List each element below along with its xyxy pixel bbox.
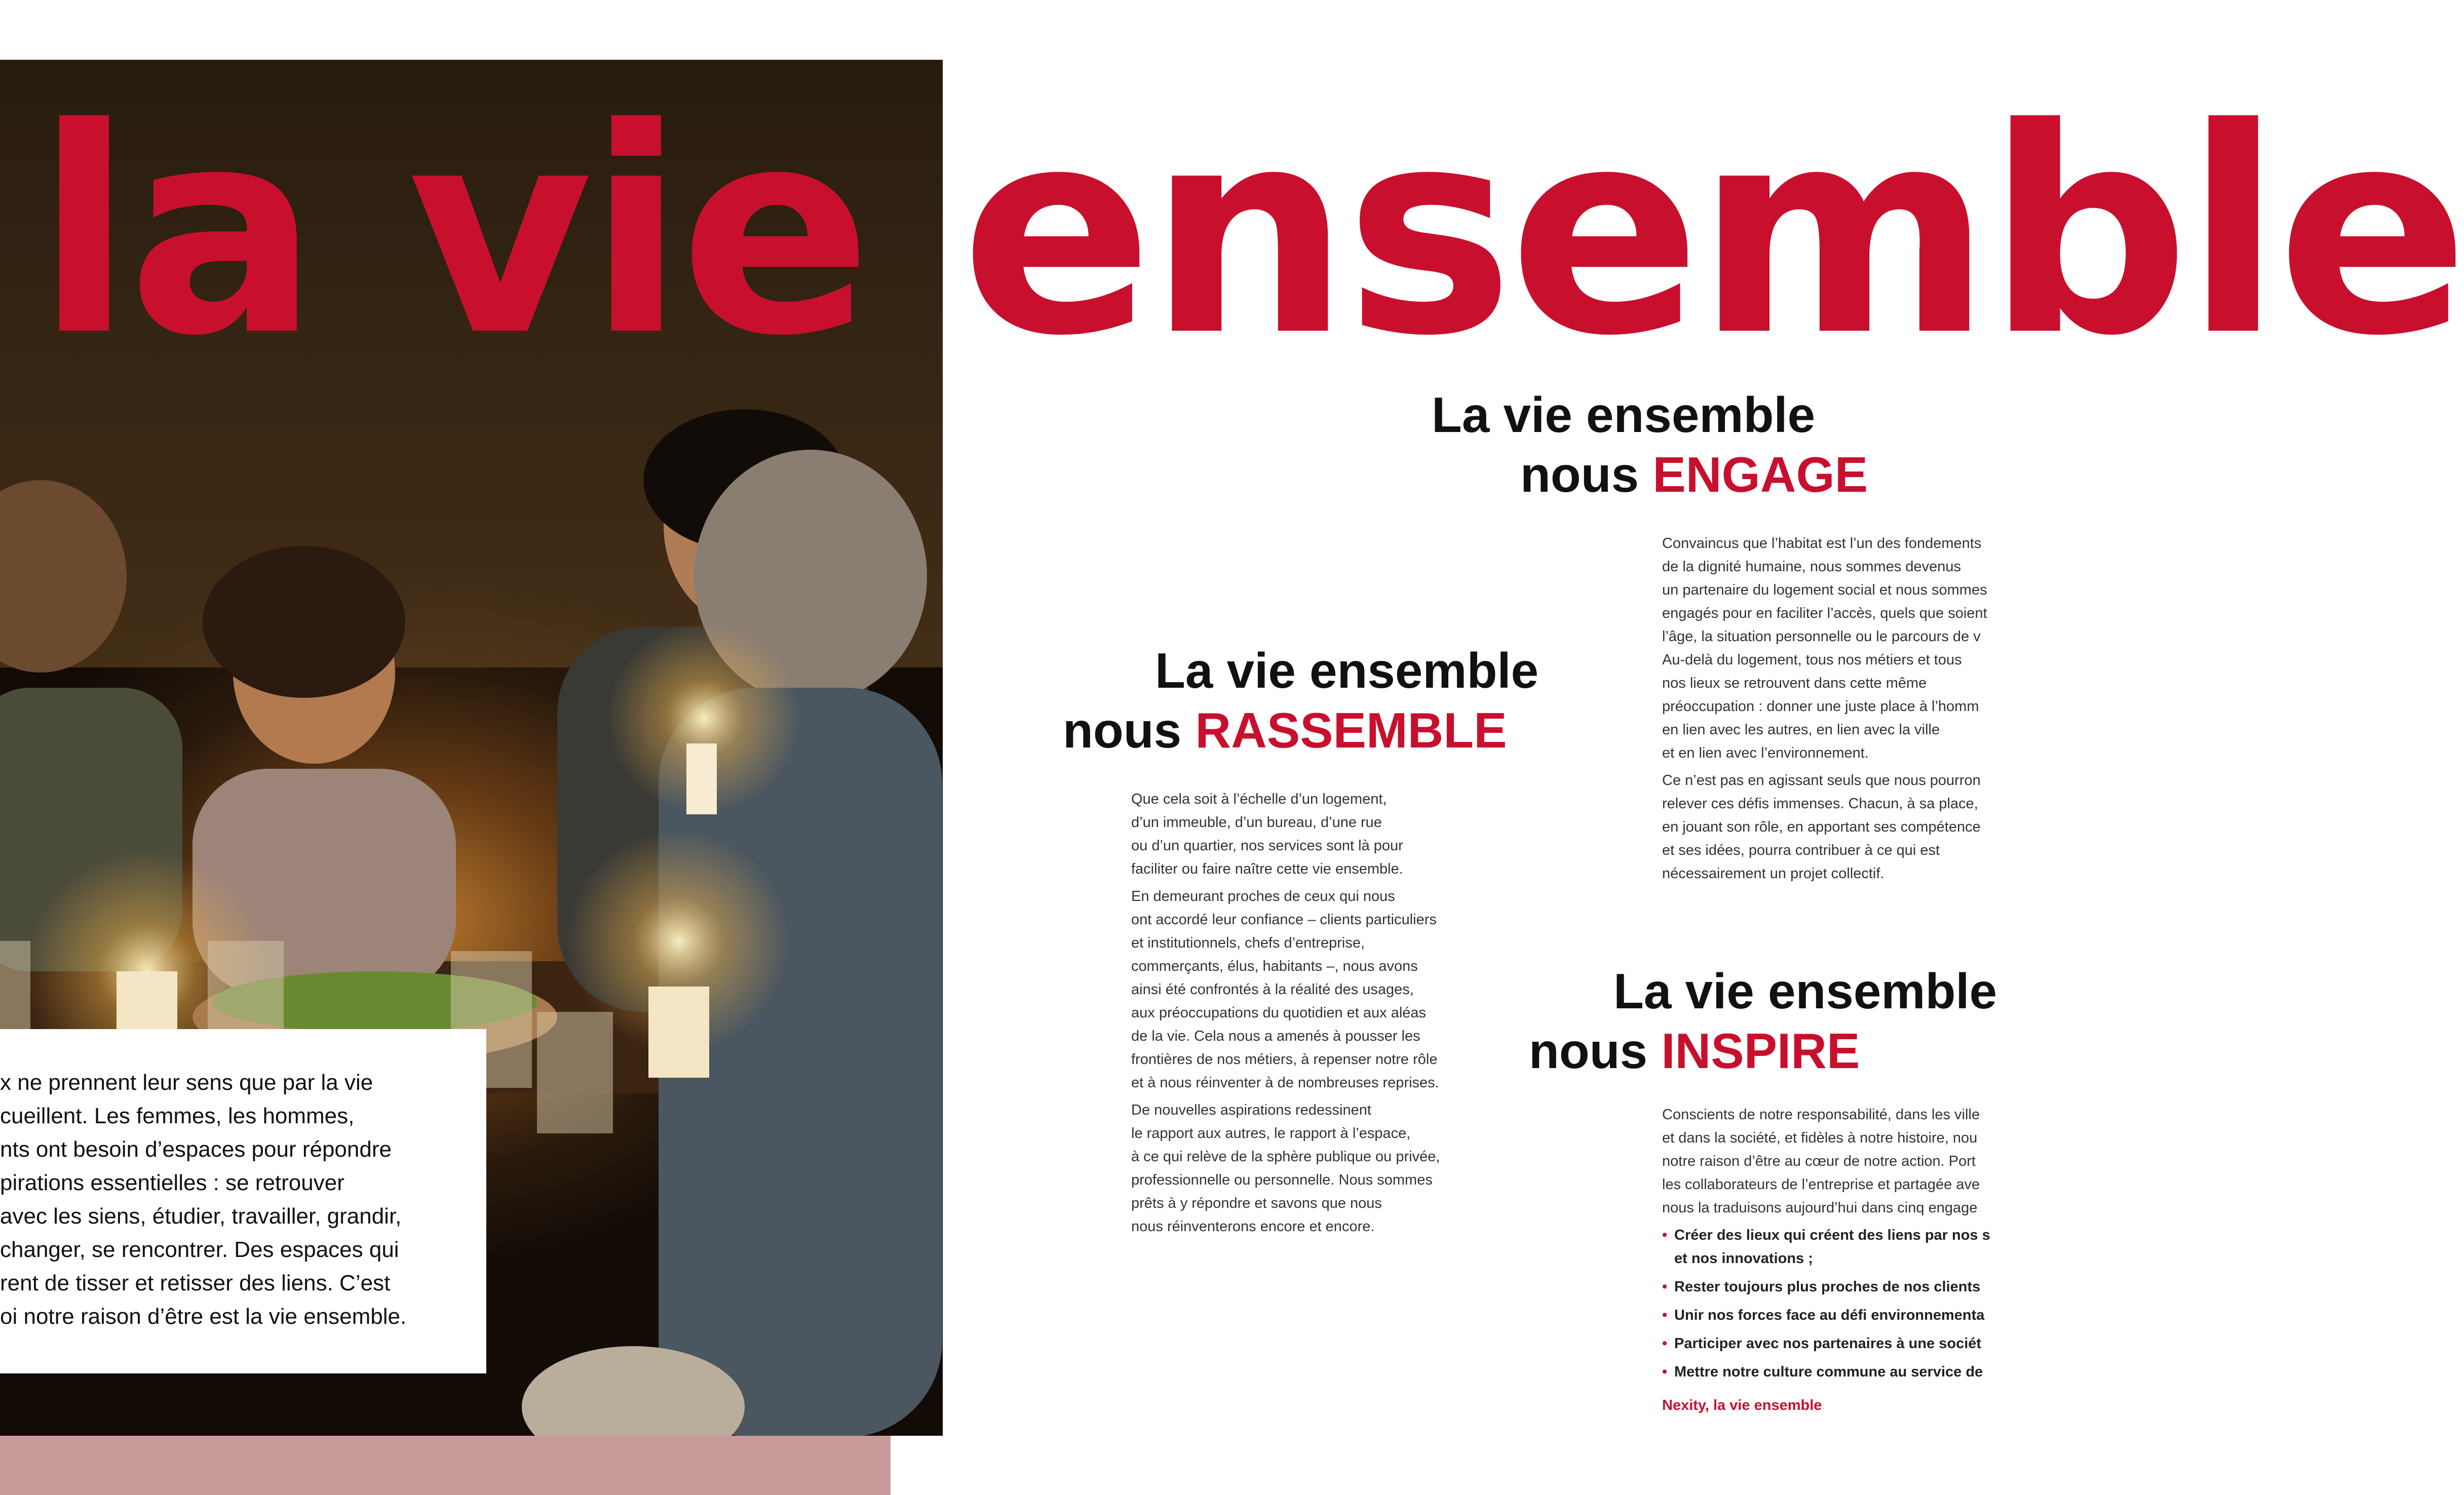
rassemble-text-line: faciliter ou faire naître cette vie ensemble. (1131, 861, 1403, 877)
rassemble-text-line: ou d’un quartier, nos services sont là pour (1131, 838, 1403, 854)
heading-engage-accent: ENGAGE (1652, 447, 1868, 502)
bullet-icon: • (1662, 1279, 1668, 1295)
engagement-text: Créer des lieux qui créent des liens par nos s (1674, 1227, 1990, 1243)
engage-text-line: engagés pour en faciliter l’accès, quels que soient (1662, 605, 1987, 621)
engagements-list (1662, 1224, 2004, 1384)
inspire-text-line: nous la traduisons aujourd’hui dans cinq engage (1662, 1200, 1978, 1216)
intro-line: changer, se rencontrer. Des espaces qui (0, 1237, 399, 1262)
engage-text-line: Convaincus que l’habitat est l’un des fondements (1662, 535, 1982, 552)
pink-band (0, 1436, 891, 1495)
intro-line: pirations essentielles : se retrouver (0, 1170, 344, 1195)
rassemble-text-line: frontières de nos métiers, à repenser notre rôle (1131, 1051, 1438, 1068)
engagement-item (1662, 1224, 2004, 1270)
rassemble-text-line: ont accordé leur confiance – clients particuliers (1131, 912, 1437, 928)
heading-rassemble-prefix: nous (1063, 702, 1196, 758)
rassemble-text-line: prêts à y répondre et savons que nous (1131, 1195, 1382, 1211)
bullet-icon: • (1662, 1307, 1668, 1323)
heading-rassemble-line2 (1063, 700, 1538, 760)
engage-text-line: nos lieux se retrouvent dans cette même (1662, 675, 1927, 691)
heading-inspire (1529, 961, 1997, 1081)
heading-engage-prefix: nous (1520, 447, 1653, 502)
heading-inspire-line2 (1529, 1021, 1997, 1081)
engage-text-line: préoccupation : donner une juste place à l’homm (1662, 698, 1979, 715)
engage-text-line: et en lien avec l’environnement. (1662, 745, 1869, 761)
heading-rassemble-line1: La vie ensemble (1155, 643, 1539, 698)
engagement-item (1662, 1332, 2004, 1355)
engagement-item (1662, 1275, 2004, 1299)
engage-column (1662, 532, 2004, 889)
signature: Nexity, la vie ensemble (1662, 1397, 1822, 1413)
engagement-item (1662, 1360, 2004, 1384)
inspire-text-line: les collaborateurs de l’entreprise et partagée ave (1662, 1176, 1980, 1193)
intro-line: x ne prennent leur sens que par la vie (0, 1070, 373, 1095)
intro-line: rent de tisser et retisser des liens. C’est (0, 1271, 391, 1295)
engagement-text: Mettre notre culture commune au service de (1674, 1364, 1983, 1380)
engage-text-line: Ce n’est pas en agissant seuls que nous pourron (1662, 772, 1981, 789)
rassemble-text-line: à ce qui relève de la sphère publique ou privée, (1131, 1149, 1440, 1165)
heading-engage (1432, 385, 1868, 504)
rassemble-text-line: et institutionnels, chefs d’entreprise, (1131, 935, 1365, 951)
heading-inspire-prefix: nous (1529, 1023, 1662, 1079)
rassemble-column (1131, 788, 1486, 1242)
engage-text-line: un partenaire du logement social et nous sommes (1662, 582, 1987, 598)
bullet-icon: • (1662, 1364, 1668, 1380)
engagement-text: et nos innovations ; (1674, 1250, 1813, 1267)
rassemble-text-line: aux préoccupations du quotidien et aux aléas (1131, 1005, 1427, 1021)
engage-text-line: l’âge, la situation personnelle ou le parcours de v (1662, 628, 1981, 645)
rassemble-text-line: d’un immeuble, d’un bureau, d’une rue (1131, 814, 1382, 831)
intro-line: oi notre raison d’être est la vie ensemble. (0, 1304, 407, 1329)
inspire-paragraph-1 (1662, 1103, 2004, 1219)
engage-paragraph-2 (1662, 769, 2004, 885)
inspire-text-line: et dans la société, et fidèles à notre histoire, nou (1662, 1130, 1978, 1146)
rassemble-paragraph-2 (1131, 885, 1486, 1094)
inspire-text-line: Conscients de notre responsabilité, dans les ville (1662, 1107, 1980, 1123)
heading-engage-line1: La vie ensemble (1432, 387, 1816, 443)
engagement-text: Participer avec nos partenaires à une sociét (1674, 1335, 1982, 1352)
inspire-text-line: notre raison d’être au cœur de notre action. Port (1662, 1153, 1976, 1169)
intro-line: avec les siens, étudier, travailler, grandir, (0, 1204, 402, 1229)
engage-text-line: nécessairement un projet collectif. (1662, 865, 1884, 882)
inspire-column (1662, 1103, 2004, 1417)
rassemble-text-line: de la vie. Cela nous a amenés à pousser les (1131, 1028, 1420, 1044)
rassemble-text-line: Que cela soit à l’échelle d’un logement, (1131, 791, 1387, 807)
rassemble-paragraph-1 (1131, 788, 1486, 881)
rassemble-text-line: professionnelle ou personnelle. Nous sommes (1131, 1172, 1433, 1188)
engage-text-line: de la dignité humaine, nous sommes devenus (1662, 559, 1961, 575)
heading-rassemble-accent: RASSEMBLE (1195, 702, 1507, 758)
heading-inspire-accent: INSPIRE (1661, 1023, 1860, 1079)
heading-rassemble (1063, 641, 1538, 760)
rassemble-text-line: le rapport aux autres, le rapport à l’espace, (1131, 1125, 1411, 1142)
rassemble-text-line: ainsi été confrontés à la réalité des usages, (1131, 981, 1414, 998)
intro-text (0, 1066, 456, 1333)
engage-text-line: relever ces défis immenses. Chacun, à sa place, (1662, 796, 1978, 812)
rassemble-text-line: commerçants, élus, habitants –, nous avons (1131, 958, 1418, 974)
engage-paragraph-1 (1662, 532, 2004, 765)
engage-text-line: en lien avec les autres, en lien avec la ville (1662, 722, 1940, 738)
rassemble-text-line: et à nous réinventer à de nombreuses reprises. (1131, 1075, 1439, 1091)
intro-line: nts ont besoin d’espaces pour répondre (0, 1137, 392, 1162)
rassemble-paragraph-3 (1131, 1098, 1486, 1238)
engagement-text: Unir nos forces face au défi environnementa (1674, 1307, 1985, 1323)
rassemble-text-line: nous réinventerons encore et encore. (1131, 1218, 1375, 1235)
engagement-text: Rester toujours plus proches de nos clients (1674, 1279, 1981, 1295)
rassemble-text-line: De nouvelles aspirations redessinent (1131, 1102, 1371, 1118)
bullet-icon: • (1662, 1227, 1668, 1243)
engage-text-line: Au-delà du logement, tous nos métiers et tous (1662, 652, 1962, 668)
heading-engage-line2 (1432, 445, 1868, 504)
intro-line: cueillent. Les femmes, les hommes, (0, 1104, 355, 1128)
bullet-icon: • (1662, 1335, 1668, 1352)
heading-inspire-line1: La vie ensemble (1613, 963, 1997, 1019)
engagement-item (1662, 1304, 2004, 1327)
engage-text-line: et ses idées, pourra contribuer à ce qui est (1662, 842, 1940, 858)
rassemble-text-line: En demeurant proches de ceux qui nous (1131, 888, 1395, 904)
giant-title: la vie ensemble (35, 68, 2464, 398)
engage-text-line: en jouant son rôle, en apportant ses compétence (1662, 819, 1981, 835)
